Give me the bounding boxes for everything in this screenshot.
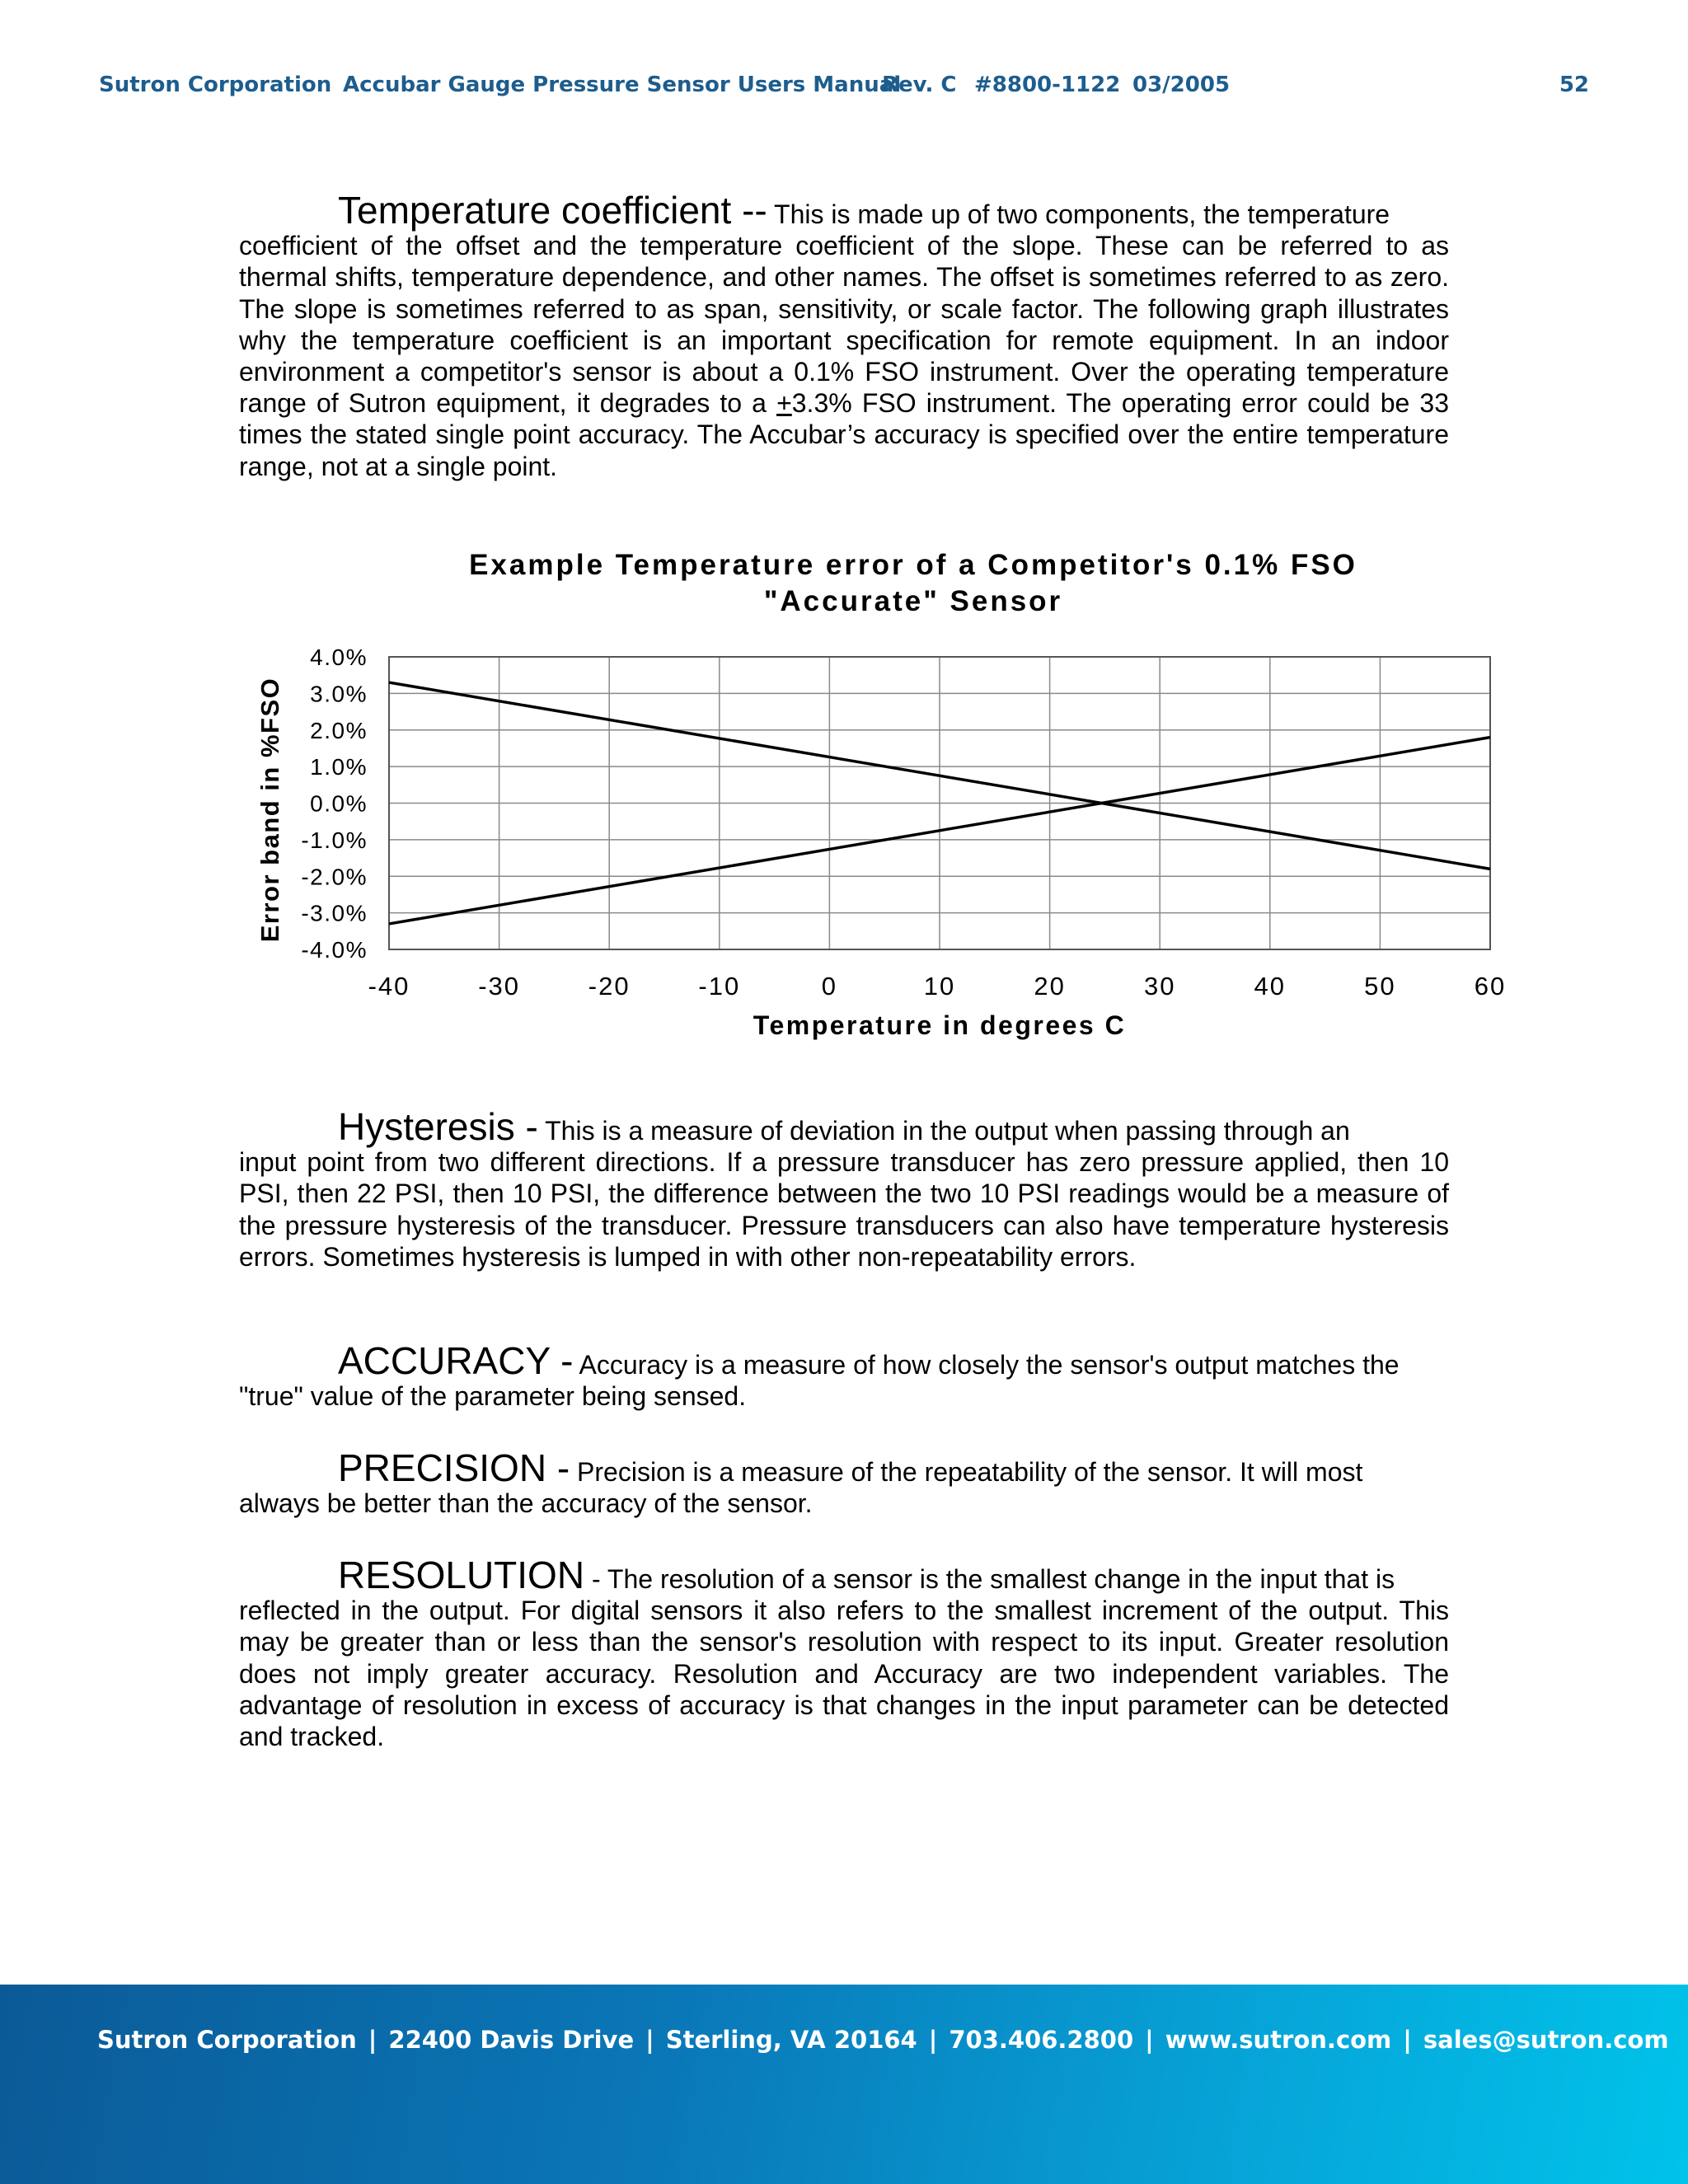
x-tick-label: -40 [368,972,410,1001]
paragraph-temperature-coefficient [239,189,1449,482]
term-resolution: RESOLUTION [338,1554,585,1596]
footer-phone: 703.406.2800 [949,2026,1134,2054]
page-footer [0,1985,1688,2184]
tempco-body-text-end: 3.3% FSO instrument. The operating error could be 33 times the stated single point accuracy. The Accubar’s accuracy is specified over the entire temperature range, not at a single point. [239,388,1449,481]
y-tick-label: -1.0% [301,827,368,853]
y-tick-label: 4.0% [310,644,368,670]
y-tick-label: -2.0% [301,864,368,890]
footer-contact-line [97,2026,1669,2054]
term-precision: PRECISION - [338,1446,570,1489]
y-tick-label: 2.0% [310,717,368,743]
footer-separator: | [1403,2026,1412,2054]
term-accuracy: ACCURACY - [338,1339,574,1382]
x-tick-label: 40 [1254,972,1287,1001]
x-tick-label: 20 [1034,972,1066,1001]
header-company: Sutron Corporation [99,73,332,97]
header-doc-number: #8800-1122 [974,73,1121,97]
paragraph-resolution [239,1554,1449,1752]
y-axis-label: Error band in %FSO [256,677,284,943]
footer-separator: | [1145,2026,1154,2054]
x-tick-label: 0 [821,972,838,1001]
term-hysteresis: Hysteresis - [338,1105,538,1148]
footer-email[interactable]: sales@sutron.com [1423,2026,1669,2054]
x-tick-label: 30 [1143,972,1176,1001]
header-revision: Rev. C [882,73,957,97]
hysteresis-body-text: input point from two different directions. If a pressure transducer has zero pressure applied, then 10 PSI, then 22 PSI, then 10 PSI, the difference between the two 10 PSI readings would be a measure of the pressure hysteresis of the transducer. Pressure transducers can also have temperature hysteresis errors. Sometimes hysteresis is lumped in with other non-repeatability errors. [239,1147,1449,1272]
x-axis-label: Temperature in degrees C [753,1010,1127,1040]
y-tick-label: 3.0% [310,681,368,707]
hysteresis-lead-text: This is a measure of deviation in the output when passing through an [537,1116,1350,1146]
footer-address: 22400 Davis Drive [388,2026,635,2054]
term-temperature-coefficient: Temperature coefficient -- [338,189,767,232]
x-tick-label: -10 [698,972,741,1001]
footer-separator: | [645,2026,654,2054]
x-tick-label: 10 [923,972,956,1001]
footer-company: Sutron Corporation [97,2026,357,2054]
accuracy-body-text: "true" value of the parameter being sensed. [239,1381,747,1412]
x-tick-label: -20 [588,972,631,1001]
paragraph-precision [239,1446,1449,1519]
temperature-error-chart [239,540,1525,1051]
page-header [99,73,1589,102]
resolution-lead-text: - The resolution of a sensor is the smallest change in the input that is [584,1564,1395,1594]
y-tick-label: 1.0% [310,754,368,780]
plus-minus-sign: + [776,388,792,419]
header-manual-title: Accubar Gauge Pressure Sensor Users Manual [343,73,902,97]
x-tick-label: -30 [478,972,521,1001]
precision-body-text: always be better than the accuracy of the sensor. [239,1488,813,1519]
paragraph-hysteresis [239,1105,1449,1272]
footer-city: Sterling, VA 20164 [665,2026,917,2054]
paragraph-accuracy [239,1339,1449,1412]
footer-website[interactable]: www.sutron.com [1165,2026,1392,2054]
footer-separator: | [928,2026,938,2054]
chart-title: "Accurate" Sensor [763,585,1063,617]
y-tick-label: -4.0% [301,937,368,963]
resolution-body-text: reflected in the output. For digital sensors it also refers to the smallest increment of the output. This may be greater than or less than the sensor's resolution with respect to its input. Greater resolution does not imply greater accuracy. Resolution and Accuracy are two independent variables. The advantage of resolution in excess of accuracy is that changes in the input parameter can be detected and tracked. [239,1596,1449,1752]
page-number: 52 [1559,73,1589,97]
y-tick-label: -3.0% [301,900,368,926]
accuracy-lead-text: Accuracy is a measure of how closely the sensor's output matches the [573,1350,1400,1380]
x-tick-label: 50 [1364,972,1396,1001]
tempco-body-text: coefficient of the offset and the temperature coefficient of the slope. These can be referred to as thermal shifts, temperature dependence, and other names. The offset is sometimes referred to as zero. The slope is sometimes referred to as span, sensitivity, or scale factor. The following graph illustrates why the temperature coefficient is an important specification for remote equipment. In an indoor environment a competitor's sensor is about a 0.1% FSO instrument. Over the operating temperature range of Sutron equipment, it degrades to a [239,231,1449,419]
chart-title: Example Temperature error of a Competitor's 0.1% FSO [469,549,1357,581]
tempco-lead-text: This is made up of two components, the temperature [767,199,1390,229]
y-tick-label: 0.0% [310,790,368,817]
x-tick-label: 60 [1474,972,1507,1001]
precision-lead-text: Precision is a measure of the repeatability of the sensor. It will most [570,1457,1363,1487]
header-date: 03/2005 [1132,73,1231,97]
footer-separator: | [368,2026,377,2054]
